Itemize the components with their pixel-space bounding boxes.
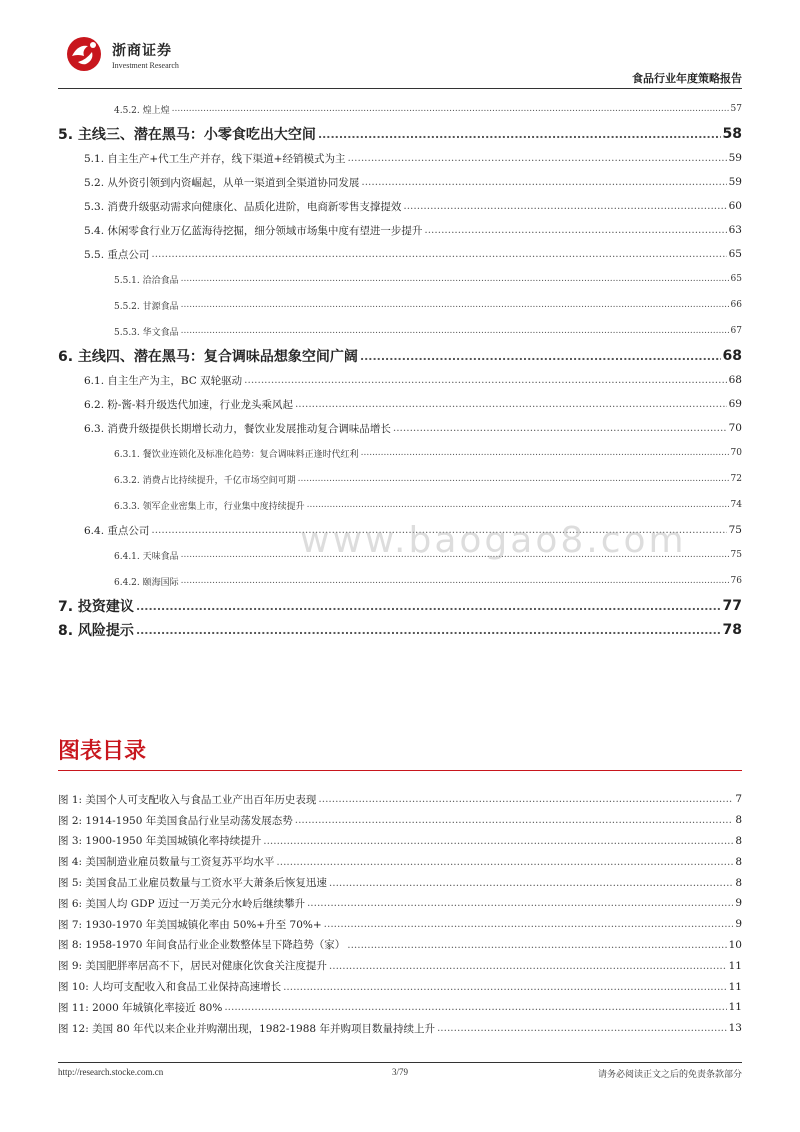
brand <box>112 40 179 70</box>
toc-entry-level2-page: 60 <box>728 200 742 212</box>
chart-index-entry-page: 11 <box>728 959 742 972</box>
leader-dots <box>151 248 726 260</box>
chart-index-entry[interactable] <box>58 872 742 893</box>
leader-dots <box>181 326 729 336</box>
toc-entry-level3-page: 67 <box>730 326 742 336</box>
toc-entry-level1[interactable] <box>58 618 742 642</box>
leader-dots <box>307 897 733 909</box>
toc-entry-level3-page: 76 <box>730 576 742 586</box>
toc-entry-level3-page: 57 <box>730 104 742 114</box>
toc-entry-level3[interactable] <box>58 292 742 318</box>
toc-entry-level2-page: 59 <box>728 176 742 188</box>
toc-entry-level2[interactable] <box>58 392 742 416</box>
chart-index-entry-page: 8 <box>735 876 742 889</box>
toc-entry-level2[interactable] <box>58 194 742 218</box>
page-number: 3/79 <box>391 1067 408 1077</box>
leader-dots <box>437 1022 727 1034</box>
toc-entry-level2-label: 5.5. 重点公司 <box>84 248 150 261</box>
leader-dots <box>361 176 726 188</box>
toc-entry-level1[interactable] <box>58 122 742 146</box>
toc-entry-level3-page: 65 <box>730 274 742 284</box>
toc-entry-level3[interactable] <box>58 466 742 492</box>
leader-dots <box>244 374 726 386</box>
leader-dots <box>181 274 729 284</box>
chart-index-entry-label: 图 7: 1930-1970 年美国城镇化率由 50%+升至 70%+ <box>58 918 322 931</box>
chart-index-list <box>58 789 742 1039</box>
leader-dots <box>403 200 726 212</box>
toc-entry-level1-page: 78 <box>722 622 742 638</box>
chart-index-entry[interactable] <box>58 789 742 810</box>
chart-index-entry-label: 图 1: 美国个人可支配收入与食品工业产出百年历史表现 <box>58 793 317 806</box>
leader-dots <box>224 1001 726 1013</box>
chart-index-entry-label: 图 2: 1914-1950 年美国食品行业呈动荡发展态势 <box>58 814 293 827</box>
chart-index-entry[interactable] <box>58 831 742 852</box>
leader-dots <box>307 500 729 510</box>
toc-entry-level3[interactable] <box>58 318 742 344</box>
leader-dots <box>276 856 733 868</box>
toc-entry-level1-label: 6. 主线四、潜在黑马：复合调味品想象空间广阔 <box>58 349 358 365</box>
toc-entry-level3[interactable] <box>58 492 742 518</box>
toc-entry-level3-label: 5.5.2. 甘源食品 <box>114 301 179 312</box>
toc-entry-level2-label: 5.3. 消费升级驱动需求向健康化、品质化进阶，电商新零售支撑提效 <box>84 200 402 213</box>
leader-dots <box>295 398 727 410</box>
chart-index-entry[interactable] <box>58 914 742 935</box>
toc-entry-level2-page: 68 <box>728 374 742 386</box>
chart-index-entry-label: 图 9: 美国肥胖率居高不下，居民对健康化饮食关注度提升 <box>58 960 327 973</box>
leader-dots <box>283 981 727 993</box>
toc-entry-level2[interactable] <box>58 416 742 440</box>
chart-index-entry-page: 11 <box>728 980 742 993</box>
toc-entry-level3-page: 74 <box>730 500 742 510</box>
footer-divider <box>58 1062 742 1063</box>
toc-entry-level2-label: 6.4. 重点公司 <box>84 524 150 537</box>
chart-index-entry-page: 9 <box>735 918 742 931</box>
chart-index-entry-page: 9 <box>735 897 742 910</box>
toc-entry-level2[interactable] <box>58 170 742 194</box>
toc-entry-level2-page: 75 <box>728 524 742 536</box>
chart-index-title: 图表目录 <box>58 739 147 764</box>
toc-entry-level2-page: 59 <box>728 152 742 164</box>
toc-entry-level2[interactable] <box>58 368 742 392</box>
leader-dots <box>295 814 734 826</box>
logo-icon <box>62 34 106 74</box>
toc-entry-level3-page: 75 <box>730 550 742 560</box>
chart-index-entry-page: 7 <box>735 793 742 806</box>
toc-entry-level1[interactable] <box>58 594 742 618</box>
chart-index-entry-label: 图 12: 美国 80 年代以来企业并购潮出现，1982-1988 年并购项目数量持续上升 <box>58 1022 435 1035</box>
chart-index-entry-label: 图 6: 美国人均 GDP 迈过一万美元分水岭后继续攀升 <box>58 897 305 910</box>
toc-entry-level2-label: 5.2. 从外资引领到内资崛起，从单一渠道到全渠道协同发展 <box>84 176 360 189</box>
toc-entry-level1-page: 77 <box>722 598 742 614</box>
leader-dots <box>181 576 729 586</box>
toc-entry-level1-page: 68 <box>722 348 742 364</box>
brand-name-cn: 浙商证券 <box>112 43 172 59</box>
leader-dots <box>360 350 721 363</box>
toc-entry-level3-page: 70 <box>730 448 742 458</box>
leader-dots <box>181 300 729 310</box>
leader-dots <box>361 448 729 458</box>
chart-index-divider <box>58 770 742 771</box>
toc-entry-level2-label: 5.1. 自主生产+代工生产并存，线下渠道+经销模式为主 <box>84 152 346 165</box>
chart-index-entry-label: 图 11: 2000 年城镇化率接近 80% <box>58 1001 223 1014</box>
leader-dots <box>136 624 721 637</box>
leader-dots <box>298 474 729 484</box>
watermark: www.baogao8.com <box>300 520 687 561</box>
leader-dots <box>424 224 726 236</box>
chart-index-entry-label: 图 3: 1900-1950 年美国城镇化率持续提升 <box>58 835 262 848</box>
toc-entry-level3-label: 6.4.2. 颐海国际 <box>114 577 179 588</box>
toc-entry-level1-label: 7. 投资建议 <box>58 599 134 615</box>
leader-dots <box>329 960 727 972</box>
toc-entry-level2[interactable] <box>58 242 742 266</box>
chart-index-entry[interactable] <box>58 935 742 956</box>
footer-disclaimer: 请务必阅读正文之后的免责条款部分 <box>597 1070 742 1080</box>
leader-dots <box>347 939 726 951</box>
leader-dots <box>318 793 733 805</box>
toc-entry-level3-label: 6.3.1. 餐饮业连锁化及标准化趋势：复合调味料正逢时代红利 <box>114 449 359 460</box>
toc-entry-level1-page: 58 <box>722 126 742 142</box>
leader-dots <box>136 600 721 613</box>
chart-index-entry-label: 图 4: 美国制造业雇员数量与工资复苏平均水平 <box>58 856 275 869</box>
chart-index-entry-page: 10 <box>728 938 742 951</box>
toc-entry-level2-label: 5.4. 休闲零食行业万亿蓝海待挖掘，细分领域市场集中度有望进一步提升 <box>84 224 423 237</box>
leader-dots <box>329 877 733 889</box>
toc-entry-level2-page: 63 <box>728 224 742 236</box>
header-divider <box>58 88 742 89</box>
leader-dots <box>172 104 729 114</box>
chart-index-entry-page: 11 <box>728 1001 742 1014</box>
toc-entry-level3[interactable] <box>58 96 742 122</box>
report-title: 食品行业年度策略报告 <box>632 72 742 85</box>
chart-index-entry-page: 8 <box>735 834 742 847</box>
toc-entry-level2-label: 6.3. 消费升级提供长期增长动力，餐饮业发展推动复合调味品增长 <box>84 422 391 435</box>
toc-entry-level1[interactable] <box>58 344 742 368</box>
chart-index-entry[interactable] <box>58 997 742 1018</box>
leader-dots <box>347 152 726 164</box>
toc-entry-level3[interactable] <box>58 568 742 594</box>
toc-entry-level3[interactable] <box>58 266 742 292</box>
toc-entry-level3-page: 72 <box>730 474 742 484</box>
toc-entry-level3-label: 6.3.2. 消费占比持续提升，千亿市场空间可期 <box>114 475 296 486</box>
toc-entry-level2-page: 65 <box>728 248 742 260</box>
toc-entry-level2[interactable] <box>58 218 742 242</box>
toc-entry-level1-label: 5. 主线三、潜在黑马：小零食吃出大空间 <box>58 127 316 143</box>
toc-entry-level3-label: 5.5.1. 洽洽食品 <box>114 275 179 286</box>
chart-index-entry-page: 8 <box>735 855 742 868</box>
leader-dots <box>393 422 727 434</box>
toc-entry-level2-label: 6.1. 自主生产为主，BC 双轮驱动 <box>84 374 243 387</box>
leader-dots <box>318 128 721 141</box>
footer-url[interactable]: http://research.stocke.com.cn <box>58 1067 164 1077</box>
brand-name-en: Investment Research <box>112 61 179 70</box>
leader-dots <box>324 918 734 930</box>
chart-index-entry[interactable] <box>58 810 742 831</box>
toc-entry-level3-label: 4.5.2. 煌上煌 <box>114 105 170 116</box>
toc-entry-level3-label: 6.4.1. 天味食品 <box>114 551 179 562</box>
toc-entry-level3[interactable] <box>58 440 742 466</box>
chart-index-entry-page: 8 <box>735 814 742 827</box>
toc-entry-level3-label: 5.5.3. 华文食品 <box>114 327 179 338</box>
toc-entry-level3-label: 6.3.3. 领军企业密集上市，行业集中度持续提升 <box>114 501 305 512</box>
toc-entry-level3-page: 66 <box>730 300 742 310</box>
toc-entry-level2-label: 6.2. 粉-酱-料升级迭代加速，行业龙头乘风起 <box>84 398 293 411</box>
chart-index-entry-label: 图 10: 人均可支配收入和食品工业保持高速增长 <box>58 981 282 994</box>
leader-dots <box>263 835 733 847</box>
toc-entry-level2-page: 70 <box>728 422 742 434</box>
chart-index-entry-page: 13 <box>728 1022 742 1035</box>
chart-index-entry[interactable] <box>58 851 742 872</box>
chart-index-entry[interactable] <box>58 1018 742 1039</box>
chart-index-entry[interactable] <box>58 893 742 914</box>
toc-entry-level2[interactable] <box>58 146 742 170</box>
chart-index-entry[interactable] <box>58 955 742 976</box>
toc-entry-level1-label: 8. 风险提示 <box>58 623 134 639</box>
toc-entry-level2-page: 69 <box>728 398 742 410</box>
chart-index-entry-label: 图 8: 1958-1970 年间食品行业企业数整体呈下降趋势（家） <box>58 939 346 952</box>
chart-index-entry-label: 图 5: 美国食品工业雇员数量与工资水平大萧条后恢复迅速 <box>58 877 327 890</box>
chart-index-entry[interactable] <box>58 976 742 997</box>
